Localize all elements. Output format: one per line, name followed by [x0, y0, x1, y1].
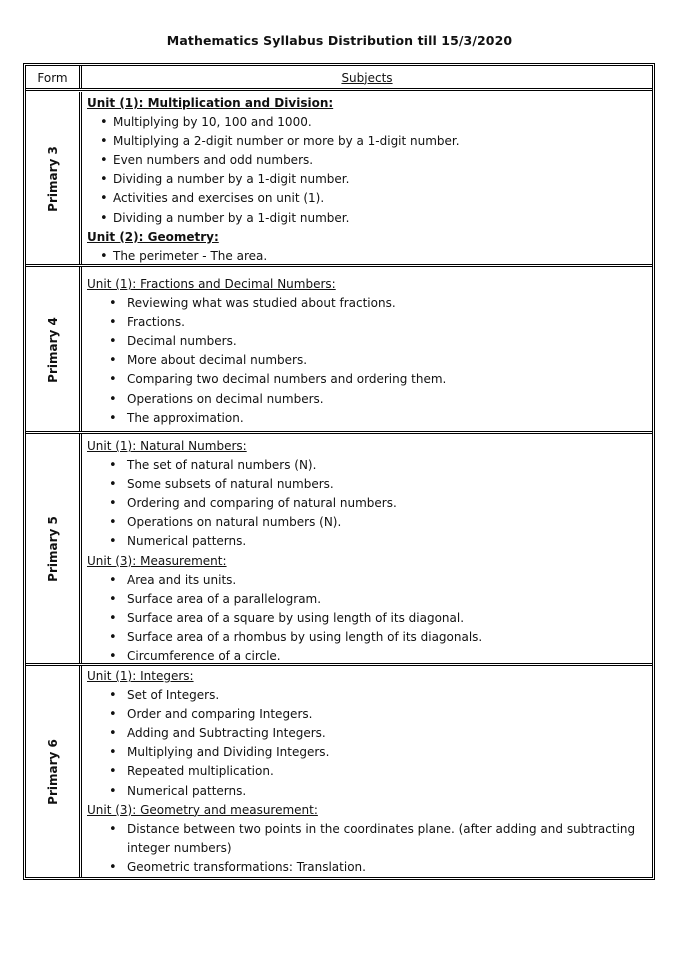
list-item: • Operations on decimal numbers.: [87, 390, 652, 409]
topic-list: [87, 571, 652, 666]
form-cell: [26, 666, 82, 877]
table-row-primary-6: [26, 666, 652, 877]
list-item: • Surface area of a rhombus by using length of its diagonals.: [87, 628, 652, 647]
form-label: Primary 3: [45, 145, 60, 212]
unit-title: Unit (1): Natural Numbers:: [87, 439, 247, 453]
list-item: • Geometric transformations: Translation.: [87, 858, 652, 877]
list-item: • Multiplying and Dividing Integers.: [87, 743, 652, 762]
topic-list: [87, 686, 652, 801]
form-cell: [26, 267, 82, 432]
list-item: • Dividing a number by a 1-digit number.: [87, 170, 652, 189]
list-item: • Multiplying by 10, 100 and 1000.: [87, 113, 652, 132]
form-label: Primary 5: [45, 516, 60, 582]
table-row-primary-5: [26, 434, 652, 664]
unit-title: Unit (2): Geometry:: [87, 229, 219, 244]
table-row-primary-4: [26, 267, 652, 432]
syllabus-table: [23, 63, 655, 880]
header-subjects-label: Subjects: [341, 70, 393, 85]
list-item: • Surface area of a square by using length of its diagonal.: [87, 609, 652, 628]
table-header-row: [26, 66, 652, 89]
subjects-cell: [82, 434, 652, 664]
list-item: • Multiplying a 2-digit number or more by a 1-digit number.: [87, 132, 652, 151]
unit-title: Unit (1): Integers:: [87, 669, 194, 683]
topic-list: [87, 294, 652, 428]
subjects-cell: [82, 267, 652, 432]
topic-list: [87, 456, 652, 551]
topic-list: [87, 247, 652, 266]
list-item: • Circumference of a circle.: [87, 647, 652, 666]
list-item: • Set of Integers.: [87, 686, 652, 705]
list-item: • Order and comparing Integers.: [87, 705, 652, 724]
list-item: • Area and its units.: [87, 571, 652, 590]
list-item: • Activities and exercises on unit (1).: [87, 189, 652, 208]
list-item: • Some subsets of natural numbers.: [87, 475, 652, 494]
list-item: • Ordering and comparing of natural numbers.: [87, 494, 652, 513]
list-item: • Operations on natural numbers (N).: [87, 513, 652, 532]
topic-list: [87, 113, 652, 228]
form-label: Primary 4: [45, 316, 60, 383]
list-item: • More about decimal numbers.: [87, 351, 652, 370]
header-form-label: Form: [37, 70, 68, 85]
form-label: Primary 6: [45, 738, 60, 805]
row-divider: [26, 88, 652, 91]
list-item: • Surface area of a parallelogram.: [87, 590, 652, 609]
header-subjects-cell: [82, 66, 652, 89]
page-title: Mathematics Syllabus Distribution till 15/3/2020: [166, 33, 513, 48]
subjects-cell: [82, 92, 652, 265]
list-item: • The perimeter - The area.: [87, 247, 652, 266]
header-form-cell: [26, 66, 82, 89]
list-item: • Reviewing what was studied about fractions.: [87, 294, 652, 313]
list-item: • Repeated multiplication.: [87, 762, 652, 781]
subjects-cell: [82, 666, 652, 877]
list-item: • Numerical patterns.: [87, 532, 652, 551]
list-item: • Dividing a number by a 1-digit number.: [87, 209, 652, 228]
form-cell: [26, 434, 82, 664]
form-cell: [26, 92, 82, 265]
unit-title: Unit (3): Geometry and measurement:: [87, 802, 318, 817]
unit-title: Unit (1): Multiplication and Division:: [87, 96, 334, 110]
list-item: • Numerical patterns.: [87, 782, 652, 801]
unit-title: Unit (1): Fractions and Decimal Numbers:: [87, 277, 336, 291]
list-item: • Comparing two decimal numbers and ordering them.: [87, 370, 652, 389]
list-item: • Distance between two points in the coordinates plane. (after adding and subtracting integer numbers): [87, 820, 652, 858]
topic-list: [87, 820, 652, 877]
table-row-primary-3: [26, 92, 652, 265]
list-item: • Fractions.: [87, 313, 652, 332]
list-item: • The approximation.: [87, 409, 652, 428]
list-item: • The set of natural numbers (N).: [87, 456, 652, 475]
list-item: • Decimal numbers.: [87, 332, 652, 351]
unit-title: Unit (3): Measurement:: [87, 553, 227, 568]
list-item: • Adding and Subtracting Integers.: [87, 724, 652, 743]
list-item: • Even numbers and odd numbers.: [87, 151, 652, 170]
